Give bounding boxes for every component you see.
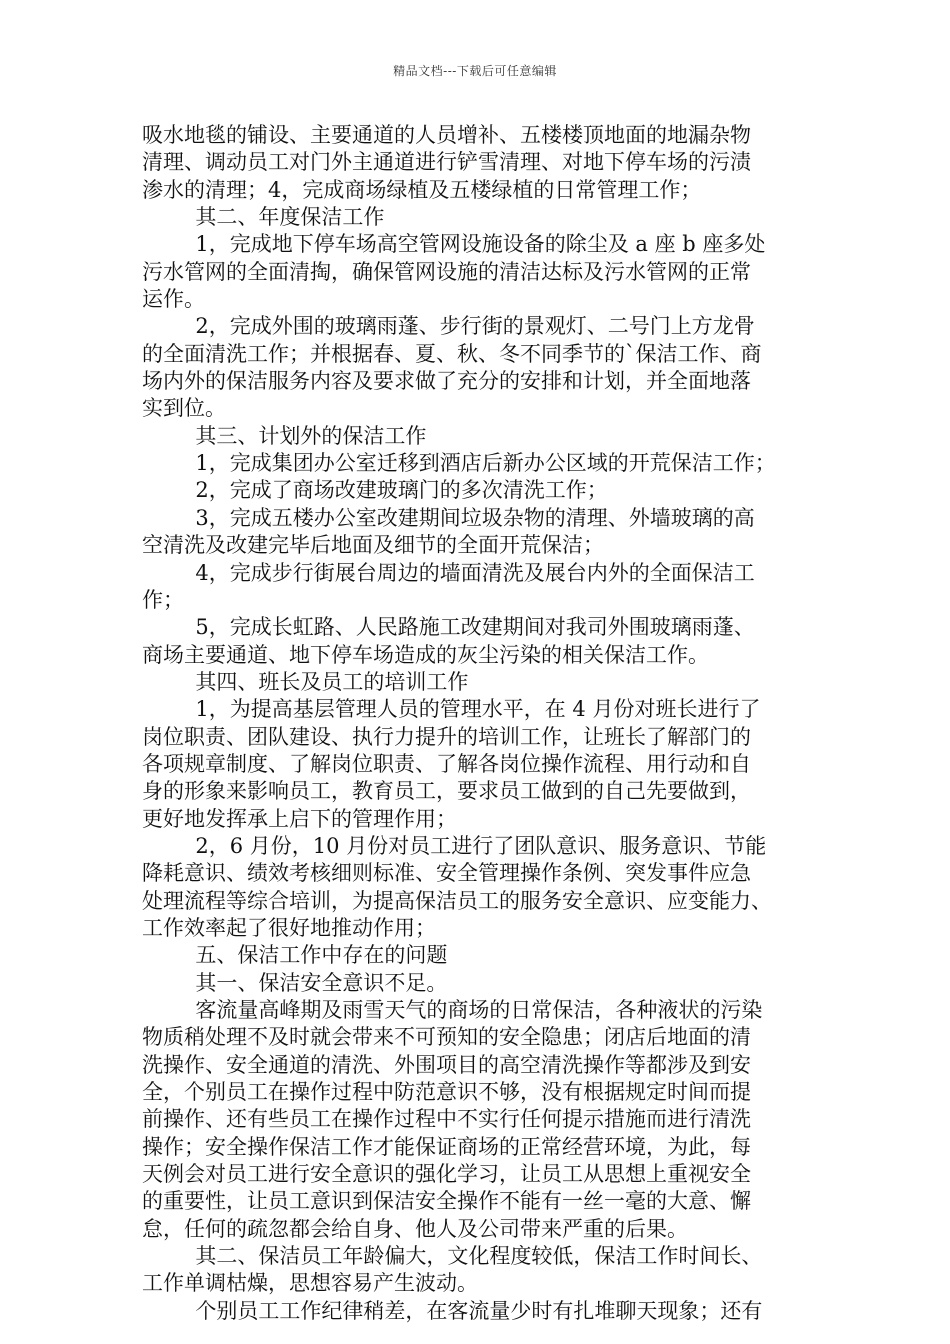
text-line: 全，个别员工在操作过程中防范意识不够，没有根据规定时间而提	[142, 1080, 751, 1105]
section-heading: 其一、保洁安全意识不足。	[142, 970, 448, 995]
text-line: 吸水地毯的铺设、主要通道的人员增补、五楼楼顶地面的地漏杂物	[142, 123, 751, 147]
text-line: 操作；安全操作保洁工作才能保证商场的正常经营环境，为此，每	[142, 1134, 751, 1159]
text-line: 岗位职责、团队建设、执行力提升的培训工作，让班长了解部门的	[142, 724, 751, 749]
text-line: 4，完成步行街展台周边的墙面清洗及展台内外的全面保洁工	[142, 560, 755, 585]
text-line: 前操作、还有些员工在操作过程中不实行任何提示措施而进行清洗	[142, 1107, 751, 1132]
page-header: 精品文档---下载后可任意编辑	[393, 64, 557, 78]
text-line: 个别员工工作纪律稍差，在客流量少时有扎堆聊天现象；还有	[142, 1298, 763, 1323]
section-heading: 其二、保洁员工年龄偏大，文化程度较低，保洁工作时间长、	[142, 1244, 763, 1269]
text-line: 天例会对员工进行安全意识的强化学习，让员工从思想上重视安全	[142, 1162, 751, 1187]
text-line: 实到位。	[142, 396, 226, 421]
text-line: 2，6 月份，10 月份对员工进行了团队意识、服务意识、节能	[142, 833, 767, 858]
text-line: 的重要性，让员工意识到保洁安全操作不能有一丝一毫的大意、懈	[142, 1189, 751, 1214]
text-line: 更好地发挥承上启下的管理作用；	[142, 806, 457, 831]
text-line: 空清洗及改建完毕后地面及细节的全面开荒保洁；	[142, 533, 604, 558]
text-line: 降耗意识、绩效考核细则标准、安全管理操作条例、突发事件应急	[142, 861, 751, 886]
section-heading: 其三、计划外的保洁工作	[142, 423, 427, 448]
text-line: 洗操作、安全通道的清洗、外围项目的高空清洗操作等都涉及到安	[142, 1052, 751, 1077]
text-line: 商场主要通道、地下停车场造成的灰尘污染的相关保洁工作。	[142, 642, 709, 667]
text-line: 2，完成外围的玻璃雨蓬、步行街的景观灯、二号门上方龙骨	[142, 314, 755, 339]
text-line: 渗水的清理；4，完成商场绿植及五楼绿植的日常管理工作；	[142, 177, 702, 202]
text-line: 客流量高峰期及雨雪天气的商场的日常保洁，各种液状的污染	[142, 998, 763, 1022]
text-line: 清理、调动员工对门外主通道进行铲雪清理、对地下停车场的污渍	[142, 150, 751, 175]
text-line: 作；	[142, 587, 184, 612]
text-line: 场内外的保洁服务内容及要求做了充分的安排和计划，并全面地落	[142, 369, 751, 394]
text-line: 各项规章制度、了解岗位职责、了解各岗位操作流程、用行动和自	[142, 751, 751, 776]
text-line: 处理流程等综合培训，为提高保洁员工的服务安全意识、应变能力、	[142, 888, 772, 913]
text-line: 1，为提高基层管理人员的管理水平，在 4 月份对班长进行了	[142, 697, 761, 722]
text-line: 1，完成地下停车场高空管网设施设备的除尘及 a 座 b 座多处	[142, 232, 766, 257]
text-line: 身的形象来影响员工，教育员工，要求员工做到的自己先要做到，	[142, 779, 751, 804]
text-line: 工作单调枯燥，思想容易产生波动。	[142, 1271, 478, 1296]
text-line: 工作效率起了很好地推动作用；	[142, 915, 436, 940]
text-line: 污水管网的全面清掏，确保管网设施的清洁达标及污水管网的正常	[142, 259, 751, 284]
text-line: 5，完成长虹路、人民路施工改建期间对我司外围玻璃雨蓬、	[142, 615, 755, 640]
section-heading: 五、保洁工作中存在的问题	[142, 943, 448, 968]
text-line: 1，完成集团办公室迁移到酒店后新办公区域的开荒保洁工作；	[142, 451, 776, 476]
text-line: 的全面清洗工作；并根据春、夏、秋、冬不同季节的`保洁工作、商	[142, 341, 762, 366]
section-heading: 其四、班长及员工的培训工作	[142, 669, 469, 694]
text-line: 3，完成五楼办公室改建期间垃圾杂物的清理、外墙玻璃的高	[142, 505, 755, 530]
text-line: 2，完成了商场改建玻璃门的多次清洗工作；	[142, 478, 608, 503]
text-line: 运作。	[142, 287, 205, 312]
section-heading: 其二、年度保洁工作	[142, 205, 385, 230]
document-body	[142, 122, 832, 1325]
text-line: 物质稍处理不及时就会带来不可预知的安全隐患；闭店后地面的清	[142, 1025, 751, 1050]
text-line: 怠，任何的疏忽都会给自身、他人及公司带来严重的后果。	[142, 1216, 688, 1241]
